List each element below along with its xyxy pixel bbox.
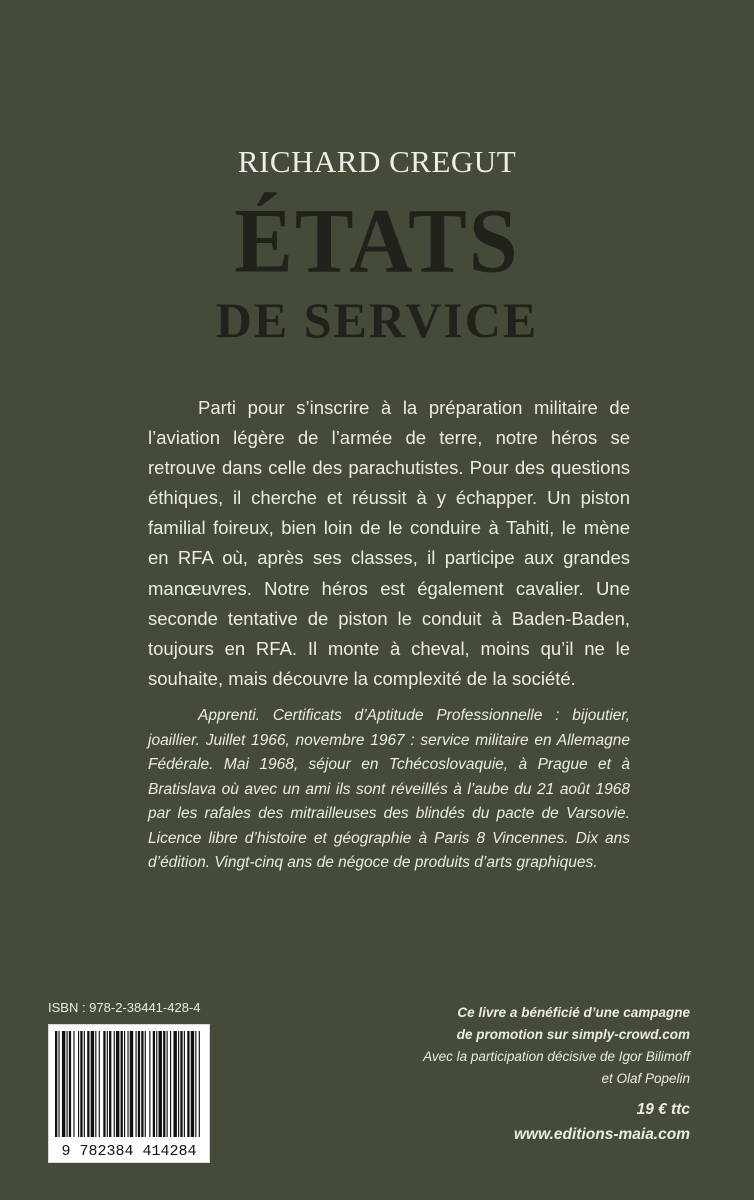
book-title-line2: DE SERVICE [215,292,539,348]
barcode-bar [138,1031,140,1139]
barcode-bar [141,1031,143,1139]
barcode-bar [73,1031,74,1139]
barcode-bar [178,1031,179,1139]
barcode-bar [173,1031,176,1139]
barcode-bar [114,1031,115,1139]
barcode-bar [78,1031,79,1139]
bio-paragraph: Apprenti. Certificats d’Aptitude Professionnelle : bijoutier, joaillier. Juillet 1966, novembre 1967 : service militaire en Allemagne Fédérale. Mai 1968, séjour en Tchécoslovaquie, à Prague et à Bratislava où avec un ami ils sont réveillés à l’aube du 21 août 1968 par les rafales des mitrailleuses des blindés du pacte de Varsovie. Licence libre d’histoire et géographie à Paris 8 Vincennes. Dix ans d’édition. Vingt-cinq ans de négoce de produits d’arts graphiques. [148,707,630,871]
promo-line-3: Avec la participation décisive de Igor Bilimoff [423,1049,690,1064]
barcode-bar [99,1031,100,1139]
barcode-bar [91,1031,94,1139]
barcode-bar [153,1031,155,1139]
author-name: RICHARD CREGUT [237,144,517,179]
barcode-bar [167,1031,168,1139]
barcode-bar [184,1031,185,1139]
publisher-website: www.editions-maia.com [514,1126,690,1143]
barcode-bar [156,1031,157,1139]
barcode-bar [187,1031,189,1139]
promo-line-1: Ce livre a bénéficié d’une campagne [457,1005,690,1020]
barcode-bar [149,1031,150,1139]
barcode-bar [116,1031,119,1139]
barcode-bar [103,1031,105,1139]
barcode-bar [195,1031,196,1139]
author-biography [148,704,630,876]
blurb-paragraph: Parti pour s’inscrire à la préparation militaire de l’aviation légère de l’armée de terre, notre héros se retrouve dans celle des parachutistes. Pour des questions éthiques, il cherche et réussit à y échapper. Un piston familial foireux, bien loin de le conduire à Tahiti, le mène en RFA où, après ses classes, il participe aux grandes manœuvres. Notre héros est également cavalier. Une seconde tentative de piston le conduit à Baden-Baden, toujours en RFA. Il monte à cheval, moins qu’il ne le souhaite, mais découvre la complexité de la société. [148,397,630,689]
barcode-bar [87,1031,89,1139]
barcode-bar [127,1031,128,1139]
barcode-bar [121,1031,123,1139]
promotion-note [330,1002,690,1090]
barcode-digits: 9 782384 414284 [61,1143,197,1160]
promo-line-2: de promotion sur simply-crowd.com [456,1027,690,1042]
barcode-graphic [49,1025,209,1162]
barcode-bar [145,1031,146,1139]
barcode-bar [136,1031,137,1139]
isbn-label: ISBN : 978-2-38441-428-4 [48,1000,201,1015]
barcode-bar [109,1031,111,1139]
barcode [48,1024,210,1163]
barcode-bar [80,1031,82,1139]
barcode-bar [107,1031,108,1139]
barcode-bar [170,1031,171,1139]
barcode-bar [199,1031,200,1139]
barcode-bar [124,1031,125,1139]
barcode-bar [67,1031,68,1139]
book-title-line1: ÉTATS [234,190,520,293]
barcode-bar [55,1031,57,1139]
back-cover-blurb [148,393,630,694]
barcode-bar [69,1031,71,1139]
barcode-bar [180,1031,182,1139]
promo-line-4: et Olaf Popelin [601,1071,690,1086]
barcode-bar [95,1031,96,1139]
barcode-bar [191,1031,194,1139]
barcode-bar [130,1031,133,1139]
barcode-bar [163,1031,165,1139]
barcode-bar [159,1031,162,1139]
barcode-bar [58,1031,59,1139]
price: 19 € ttc [636,1101,690,1118]
barcode-bar [62,1031,65,1139]
barcode-bar [84,1031,85,1139]
